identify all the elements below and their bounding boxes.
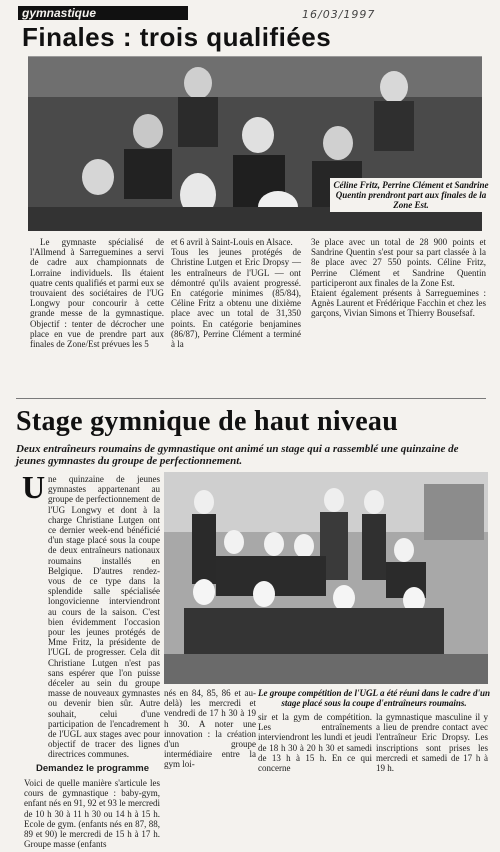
article-divider [16, 398, 486, 399]
article2-column-2 [164, 688, 256, 773]
article1-col1-text: Le gymnaste spécialisé de l'Allmend à Sarreguemines a servi de cadre aux championnats de Lorraine individuels. Ils étaient quatre cents qualifiés et parmi eux se trouvaient des sociétaires de l'UG Longwy pour concourir à cette grande messe de la gymnastique. Objectif : tenter de décrocher une place en vue de prendre part aux finales de Zone/Est prévues les 5 [30, 237, 164, 350]
article1-column-1 [30, 237, 164, 352]
article2-subhead: Demandez le programme [36, 762, 149, 774]
article1-photo-caption: Céline Fritz, Perrine Clément et Sandrine Quentin prendront part aux finales de la Zone Est. [330, 178, 492, 212]
article1-column-3 [311, 237, 486, 322]
article2-col2-text: nés en 84, 85, 86 et au-delà) les mercredi et vendredi de 17 h 30 à 19 h 30. A noter une innovation : la création d'un groupe intermédiaire entre la gym loi- [164, 688, 256, 770]
article2-photo [164, 472, 488, 684]
article2-lede: Deux entraîneurs roumains de gymnastique ont animé un stage qui a rassemblé une quinzaine de jeunes gymnastes du groupe de perfectionnement. [16, 443, 459, 467]
article2-col4-text: la gymnastique masculine il y a lieu de prendre contact avec l'entraîneur Eric Dropsy. Les inscriptions sont prises les mercredi et samedi de 17 h à 19 h. [376, 712, 488, 774]
article1-column-2 [171, 237, 301, 352]
article2-col1-after: Voici de quelle manière s'articule les cours de gymnastique : baby-gym, enfant nés en 91, 92 et 93 le mercredi de 10 h 30 à 11 h 30 ou 14 h à 15 h. Ecole de gym. (enfants nés en 87, 88, 89 et 90) le mercredi de 15 h à 17 h. Groupe masse (enfants [24, 777, 160, 850]
article2-dropcap: U [22, 469, 46, 505]
section-rubric: gymnastique [18, 6, 188, 20]
article1-col3-text: 3e place avec un total de 28 900 points et Sandrine Quentin s'est pour sa part classée à la 8e place avec 27 550 points. Céline Fritz, Perrine Clément et Sandrine Quentin participeront aux finales de la Zone Est. Etaient également présents à Sarreguemines : Agnès Laurent et Frédérique Facchin et chez les garçons, Vivian Simons et Thierry Bousefsaf. [311, 237, 486, 319]
article2-photo-caption: Le groupe compétition de l'UGL a été réuni dans le cadre d'un stage placé sous la coupe d'entraîneurs roumains. [258, 688, 490, 708]
group-photo-graphic [164, 472, 488, 684]
article2-column-4 [376, 712, 488, 776]
article2-column-3 [258, 712, 372, 776]
article1-col2-text: et 6 avril à Saint-Louis en Alsace. Tous les jeunes protégés de Christine Lutgen et Eric Dropsy — les entraîneurs de l'UGL — ont démontré qu'ils avaient progressé. En catégorie minimes (85/84), Céline Fritz a obtenu une dixième place avec un total de 31,350 points. En catégorie benjamines (86/87), Perrine Clément a terminé à la [171, 237, 301, 350]
article1-headline: Finales : trois qualifiées [22, 22, 332, 52]
article2-col3-text: sir et la gym de compétition. Les entraînements interviendront les lundi et jeudi de 18 h 30 à 20 h 30 et samedi de 13 h à 15 h. En ce qui concerne [258, 712, 372, 774]
article2-headline: Stage gymnique de haut niveau [16, 406, 399, 437]
article2-col1-intro: ne quinzaine de jeunes gymnastes appartenant au groupe de perfectionnement de l'UG Longwy et dont à la charge Christiane Lutgen ont ce dernier week-end bénéficié d'un stage placé sous la coupe de deux entraîneurs nationaux roumains installés en Belgique. D'autres rendez-vous de ce type dans la splendide salle spécialisée longovicienne interviendront au cours de la saison. C'est bien évidemment l'occasion pour les jeunes protégés de Mme Fritz, la présidente de l'UGL de progresser. Cela dit Christiane Lutgen n'est pas sans espérer que l'on puisse déceler au sein du groupe masse de nouveaux gymnastes ou devenir bien sûr. Autre souhait, celui d'une participation de l'encadrement de l'UGL aux stages avec pour objectif de tracer des lignes directrices communes. [48, 474, 160, 760]
handwritten-date: 16/03/1997 [302, 8, 376, 21]
article2-column-1 [22, 469, 160, 852]
